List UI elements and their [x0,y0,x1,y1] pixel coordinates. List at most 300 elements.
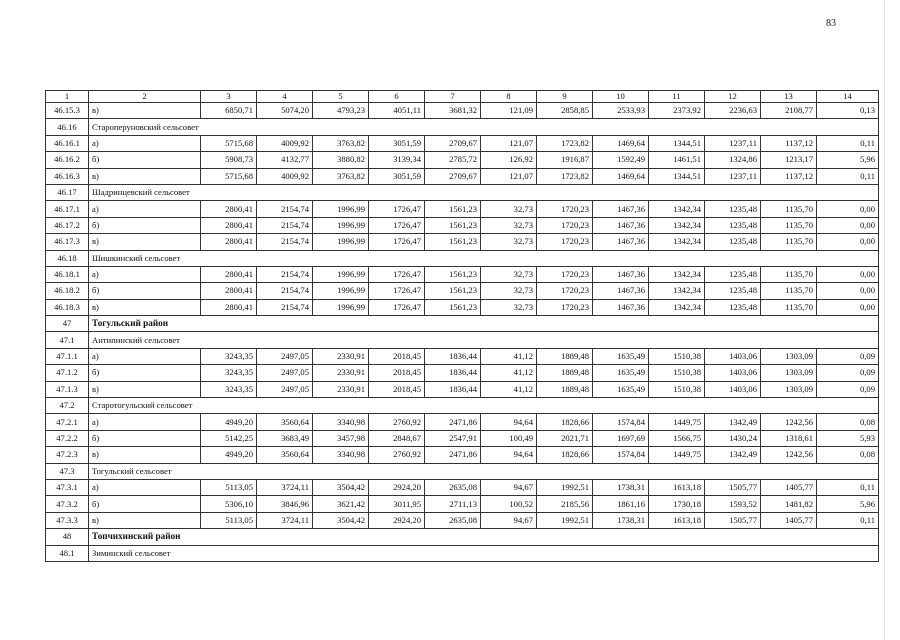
value-cell: 1467,36 [593,266,649,282]
value-cell: 3724,11 [257,512,313,528]
value-cell: 1738,31 [593,479,649,495]
value-cell: 94,64 [481,447,537,463]
value-cell: 1324,86 [705,152,761,168]
value-cell: 2800,41 [201,266,257,282]
value-cell: 0,11 [817,479,879,495]
district-title: Топчихинский район [89,529,879,545]
value-cell: 1403,06 [705,365,761,381]
row-subitem: в) [89,234,201,250]
value-cell: 1135,70 [761,201,817,217]
value-cell: 1889,48 [537,348,593,364]
value-cell: 1889,48 [537,381,593,397]
value-cell: 3051,59 [369,168,425,184]
value-cell: 121,09 [481,103,537,119]
row-code: 47.1.3 [46,381,89,397]
value-cell: 3504,42 [313,479,369,495]
table-row [46,103,879,119]
row-code: 47.3.1 [46,479,89,495]
value-cell: 5908,73 [201,152,257,168]
value-cell: 1510,38 [649,381,705,397]
row-code: 47.2 [46,398,89,414]
table-row [46,152,879,168]
row-subitem: а) [89,414,201,430]
value-cell: 2373,92 [649,103,705,119]
value-cell: 6850,71 [201,103,257,119]
value-cell: 0,08 [817,447,879,463]
value-cell: 2924,20 [369,479,425,495]
value-cell: 1237,11 [705,135,761,151]
value-cell: 1135,70 [761,217,817,233]
value-cell: 5,96 [817,496,879,512]
value-cell: 1342,49 [705,447,761,463]
row-code: 47.3.3 [46,512,89,528]
value-cell: 1726,47 [369,234,425,250]
value-cell: 1469,64 [593,168,649,184]
table-row [46,512,879,528]
value-cell: 1720,23 [537,234,593,250]
row-code: 47.2.1 [46,414,89,430]
table-row [46,479,879,495]
value-cell: 1836,44 [425,365,481,381]
value-cell: 32,73 [481,283,537,299]
value-cell: 1235,48 [705,283,761,299]
value-cell: 1467,36 [593,201,649,217]
row-code: 47.1 [46,332,89,348]
value-cell: 0,11 [817,135,879,151]
value-cell: 2018,45 [369,348,425,364]
value-cell: 2711,13 [425,496,481,512]
value-cell: 1137,12 [761,168,817,184]
value-cell: 1720,23 [537,299,593,315]
table-row [46,348,879,364]
value-cell: 1561,23 [425,299,481,315]
table-row [46,234,879,250]
value-cell: 3846,96 [257,496,313,512]
value-cell: 1996,99 [313,217,369,233]
row-code: 46.17 [46,184,89,200]
value-cell: 3340,98 [313,414,369,430]
section-title: Шишкинский сельсовет [89,250,879,266]
value-cell: 1635,49 [593,381,649,397]
value-cell: 1574,84 [593,447,649,463]
value-cell: 2330,91 [313,365,369,381]
section-title: Староперуновский сельсовет [89,119,879,135]
row-subitem: б) [89,152,201,168]
row-code: 46.18.3 [46,299,89,315]
value-cell: 4009,92 [257,168,313,184]
value-cell: 2185,56 [537,496,593,512]
value-cell: 2848,67 [369,430,425,446]
row-code: 48 [46,529,89,545]
value-cell: 1461,51 [649,152,705,168]
value-cell: 1342,49 [705,414,761,430]
value-cell: 0,13 [817,103,879,119]
value-cell: 1449,75 [649,447,705,463]
value-cell: 2471,86 [425,414,481,430]
value-cell: 3763,82 [313,135,369,151]
value-cell: 126,92 [481,152,537,168]
value-cell: 2497,05 [257,348,313,364]
value-cell: 3681,32 [425,103,481,119]
value-cell: 41,12 [481,381,537,397]
value-cell: 32,73 [481,217,537,233]
section-row [46,332,879,348]
value-cell: 1828,66 [537,447,593,463]
row-code: 46.17.3 [46,234,89,250]
row-code: 47.1.2 [46,365,89,381]
value-cell: 100,49 [481,430,537,446]
value-cell: 2154,74 [257,299,313,315]
value-cell: 1467,36 [593,217,649,233]
value-cell: 4051,11 [369,103,425,119]
value-cell: 1510,38 [649,348,705,364]
value-cell: 0,11 [817,512,879,528]
row-code: 46.18 [46,250,89,266]
value-cell: 1505,77 [705,479,761,495]
value-cell: 1342,34 [649,266,705,282]
header-row [46,91,879,103]
value-cell: 2497,05 [257,381,313,397]
value-cell: 1697,69 [593,430,649,446]
value-cell: 1342,34 [649,234,705,250]
value-cell: 4793,23 [313,103,369,119]
value-cell: 3139,34 [369,152,425,168]
value-cell: 1342,34 [649,217,705,233]
value-cell: 0,00 [817,217,879,233]
value-cell: 5,93 [817,430,879,446]
value-cell: 3243,35 [201,365,257,381]
column-header: 1 [46,91,89,103]
section-title: Зиминский сельсовет [89,545,879,561]
table-row [46,447,879,463]
column-header: 14 [817,91,879,103]
value-cell: 1303,09 [761,381,817,397]
value-cell: 1561,23 [425,217,481,233]
value-cell: 2709,67 [425,135,481,151]
value-cell: 4949,20 [201,447,257,463]
value-cell: 2021,71 [537,430,593,446]
value-cell: 2709,67 [425,168,481,184]
value-cell: 2108,77 [761,103,817,119]
value-cell: 32,73 [481,234,537,250]
table-row [46,201,879,217]
value-cell: 1342,34 [649,283,705,299]
value-cell: 4949,20 [201,414,257,430]
value-cell: 0,00 [817,234,879,250]
value-cell: 2471,86 [425,447,481,463]
value-cell: 2800,41 [201,299,257,315]
row-subitem: в) [89,512,201,528]
value-cell: 2800,41 [201,234,257,250]
table-row [46,168,879,184]
value-cell: 0,09 [817,365,879,381]
row-subitem: в) [89,168,201,184]
value-cell: 4132,77 [257,152,313,168]
value-cell: 0,08 [817,414,879,430]
value-cell: 1613,18 [649,479,705,495]
table-row [46,266,879,282]
value-cell: 1723,82 [537,168,593,184]
value-cell: 32,73 [481,299,537,315]
value-cell: 5113,05 [201,512,257,528]
row-subitem: б) [89,365,201,381]
value-cell: 1403,06 [705,348,761,364]
value-cell: 2154,74 [257,217,313,233]
value-cell: 1720,23 [537,283,593,299]
value-cell: 94,64 [481,414,537,430]
value-cell: 1723,82 [537,135,593,151]
column-header: 8 [481,91,537,103]
section-row [46,398,879,414]
value-cell: 2924,20 [369,512,425,528]
value-cell: 3243,35 [201,348,257,364]
value-cell: 32,73 [481,201,537,217]
column-header: 12 [705,91,761,103]
value-cell: 5,96 [817,152,879,168]
section-title: Антипинский сельсовет [89,332,879,348]
value-cell: 3880,82 [313,152,369,168]
value-cell: 1135,70 [761,283,817,299]
value-cell: 3011,95 [369,496,425,512]
value-cell: 1738,31 [593,512,649,528]
value-cell: 2800,41 [201,201,257,217]
table-row [46,299,879,315]
value-cell: 1561,23 [425,234,481,250]
value-cell: 1726,47 [369,283,425,299]
row-subitem: в) [89,299,201,315]
value-cell: 0,00 [817,201,879,217]
value-cell: 1137,12 [761,135,817,151]
row-subitem: в) [89,447,201,463]
district-row [46,316,879,332]
value-cell: 0,09 [817,381,879,397]
value-cell: 3560,64 [257,414,313,430]
value-cell: 3683,49 [257,430,313,446]
value-cell: 5715,68 [201,135,257,151]
value-cell: 1889,48 [537,365,593,381]
value-cell: 1405,77 [761,479,817,495]
value-cell: 2018,45 [369,365,425,381]
row-code: 46.17.1 [46,201,89,217]
value-cell: 2154,74 [257,201,313,217]
row-subitem: б) [89,430,201,446]
value-cell: 1467,36 [593,234,649,250]
row-subitem: в) [89,381,201,397]
value-cell: 1916,87 [537,152,593,168]
value-cell: 1135,70 [761,266,817,282]
value-cell: 1213,17 [761,152,817,168]
value-cell: 1996,99 [313,234,369,250]
value-cell: 3621,42 [313,496,369,512]
value-cell: 2497,05 [257,365,313,381]
value-cell: 121,07 [481,135,537,151]
row-code: 48.1 [46,545,89,561]
value-cell: 3724,11 [257,479,313,495]
value-cell: 1592,49 [593,152,649,168]
value-cell: 5142,25 [201,430,257,446]
table-row [46,217,879,233]
value-cell: 3457,98 [313,430,369,446]
section-title: Шадринцевский сельсовет [89,184,879,200]
column-header: 3 [201,91,257,103]
table-body [46,103,879,562]
row-code: 47.2.2 [46,430,89,446]
value-cell: 1505,77 [705,512,761,528]
table-row [46,496,879,512]
value-cell: 94,67 [481,512,537,528]
district-title: Тогульский район [89,316,879,332]
section-row [46,119,879,135]
value-cell: 1237,11 [705,168,761,184]
value-cell: 94,67 [481,479,537,495]
row-code: 47.2.3 [46,447,89,463]
row-subitem: а) [89,266,201,282]
value-cell: 2858,85 [537,103,593,119]
value-cell: 1242,56 [761,447,817,463]
district-row [46,529,879,545]
row-subitem: а) [89,135,201,151]
section-row [46,463,879,479]
value-cell: 5715,68 [201,168,257,184]
column-header: 11 [649,91,705,103]
row-code: 46.16.2 [46,152,89,168]
row-code: 47.3 [46,463,89,479]
row-subitem: в) [89,103,201,119]
row-code: 46.16.1 [46,135,89,151]
table-row [46,283,879,299]
column-header: 9 [537,91,593,103]
value-cell: 1720,23 [537,201,593,217]
value-cell: 3504,42 [313,512,369,528]
value-cell: 1861,16 [593,496,649,512]
row-code: 46.18.2 [46,283,89,299]
value-cell: 2154,74 [257,234,313,250]
column-header: 5 [313,91,369,103]
row-subitem: а) [89,479,201,495]
value-cell: 1574,84 [593,414,649,430]
value-cell: 3763,82 [313,168,369,184]
value-cell: 1635,49 [593,348,649,364]
value-cell: 2236,63 [705,103,761,119]
column-header: 2 [89,91,201,103]
value-cell: 1467,36 [593,299,649,315]
value-cell: 1303,09 [761,365,817,381]
value-cell: 1235,48 [705,217,761,233]
value-cell: 1561,23 [425,201,481,217]
value-cell: 2330,91 [313,381,369,397]
value-cell: 1996,99 [313,299,369,315]
value-cell: 2800,41 [201,283,257,299]
row-code: 47.1.1 [46,348,89,364]
value-cell: 1726,47 [369,217,425,233]
row-code: 46.18.1 [46,266,89,282]
value-cell: 2785,72 [425,152,481,168]
value-cell: 1318,61 [761,430,817,446]
value-cell: 1828,66 [537,414,593,430]
table-row [46,430,879,446]
value-cell: 1135,70 [761,299,817,315]
value-cell: 1135,70 [761,234,817,250]
value-cell: 4009,92 [257,135,313,151]
row-subitem: б) [89,496,201,512]
value-cell: 1510,38 [649,365,705,381]
value-cell: 121,07 [481,168,537,184]
row-code: 47 [46,316,89,332]
row-code: 46.16 [46,119,89,135]
value-cell: 1720,23 [537,217,593,233]
value-cell: 1235,48 [705,266,761,282]
value-cell: 2760,92 [369,414,425,430]
value-cell: 1405,77 [761,512,817,528]
value-cell: 1561,23 [425,266,481,282]
column-header: 13 [761,91,817,103]
value-cell: 1481,82 [761,496,817,512]
table-row [46,381,879,397]
value-cell: 1996,99 [313,201,369,217]
value-cell: 0,00 [817,283,879,299]
value-cell: 0,00 [817,266,879,282]
value-cell: 1469,64 [593,135,649,151]
column-header: 7 [425,91,481,103]
value-cell: 2800,41 [201,217,257,233]
value-cell: 1593,52 [705,496,761,512]
value-cell: 0,11 [817,168,879,184]
value-cell: 3243,35 [201,381,257,397]
value-cell: 1996,99 [313,266,369,282]
table-row [46,365,879,381]
value-cell: 1561,23 [425,283,481,299]
value-cell: 0,09 [817,348,879,364]
column-header: 6 [369,91,425,103]
value-cell: 1992,51 [537,512,593,528]
value-cell: 1730,18 [649,496,705,512]
value-cell: 2330,91 [313,348,369,364]
value-cell: 1344,51 [649,135,705,151]
value-cell: 1342,34 [649,299,705,315]
value-cell: 3051,59 [369,135,425,151]
value-cell: 2635,08 [425,512,481,528]
value-cell: 1430,24 [705,430,761,446]
value-cell: 1344,51 [649,168,705,184]
value-cell: 1235,48 [705,299,761,315]
value-cell: 3560,64 [257,447,313,463]
section-row [46,250,879,266]
tariff-table [45,90,879,562]
row-subitem: а) [89,348,201,364]
value-cell: 2760,92 [369,447,425,463]
row-code: 46.17.2 [46,217,89,233]
row-code: 46.15.3 [46,103,89,119]
row-subitem: а) [89,201,201,217]
column-header: 10 [593,91,649,103]
value-cell: 0,00 [817,299,879,315]
value-cell: 1566,75 [649,430,705,446]
value-cell: 32,73 [481,266,537,282]
value-cell: 1242,56 [761,414,817,430]
value-cell: 2547,91 [425,430,481,446]
value-cell: 1235,48 [705,234,761,250]
value-cell: 100,52 [481,496,537,512]
value-cell: 1235,48 [705,201,761,217]
value-cell: 2154,74 [257,266,313,282]
section-title: Тогульский сельсовет [89,463,879,479]
value-cell: 1613,18 [649,512,705,528]
value-cell: 1635,49 [593,365,649,381]
table-row [46,135,879,151]
value-cell: 2533,93 [593,103,649,119]
value-cell: 1467,36 [593,283,649,299]
value-cell: 1342,34 [649,201,705,217]
